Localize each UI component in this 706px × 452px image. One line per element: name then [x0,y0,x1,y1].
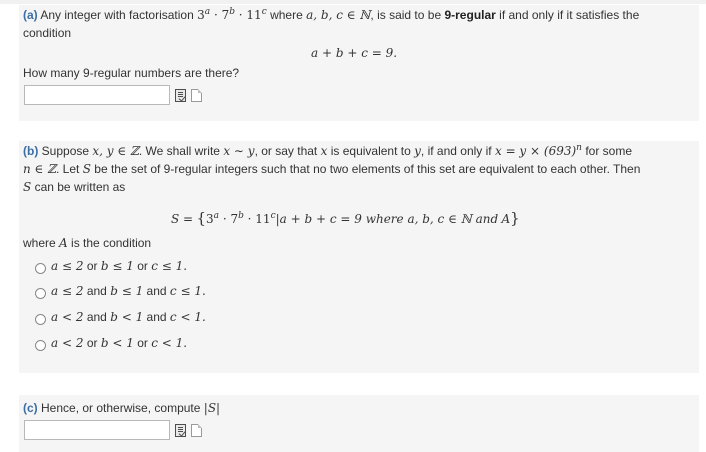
part-a-label: (a) [23,8,38,22]
part-c-answer-input[interactable] [24,420,170,440]
set-condition-A: A [501,212,511,226]
part-b-text: . Let [56,162,80,176]
part-b-text: Suppose [41,144,90,158]
part-a-line-1 [23,8,639,23]
equivalence-formula: $x = y \times (693)^n$ [494,143,582,158]
part-b-text: is equivalent to [330,144,411,158]
cardinality-S: |S| [203,401,221,415]
var-S: S [82,162,91,176]
condition-equation: a + b + c = 9. [311,46,398,60]
part-a-text: , is said to be [370,8,442,22]
part-a-panel [19,5,699,121]
option-radio[interactable] [35,263,46,274]
part-b-panel [19,141,699,373]
part-c-panel [19,395,699,452]
part-b-text: for some [585,144,632,158]
part-b-text: can be written as [34,180,126,194]
option-radio[interactable] [35,340,46,351]
n-condition: n ∈ ℤ [23,162,56,176]
part-b-line-1 [23,144,632,159]
check-answer-icon[interactable] [175,424,186,437]
equivalence-relation: x ∼ y [223,144,255,158]
page-icon[interactable] [191,424,202,437]
check-answer-icon[interactable] [175,89,186,102]
part-b-text: where [23,236,56,250]
option-radio[interactable] [35,288,46,299]
option-radio[interactable] [35,314,46,325]
option-label: a < 2 and b < 1 and c < 1. [51,310,206,324]
factorisation-formula: $3^a \cdot 7^b \cdot 11^c$ [197,7,267,22]
part-a-text: if and only if it satisfies the [499,8,640,22]
var-y: y [414,144,421,158]
var-A: A [59,236,68,250]
part-b-text: , if and only if [420,144,492,158]
part-c-text: Hence, or otherwise, compute [41,401,201,415]
part-b-text: , or say that [254,144,318,158]
var-S: S [23,180,32,194]
set-element-formula: $3^a \cdot 7^b \cdot 11^c$ [205,211,276,226]
set-condition: |a + b + c = 9 where a, b, c ∈ ℕ and [275,212,499,226]
page-icon[interactable] [191,89,202,102]
option-label: a ≤ 2 or b ≤ 1 or c ≤ 1. [51,259,188,273]
part-a-answer-input[interactable] [24,85,170,105]
part-a-text: Any integer with factorisation [40,8,194,22]
part-c-line [23,401,220,416]
part-b-text: is the condition [71,236,152,250]
part-b-text: . We shall write [138,144,220,158]
set-definition [171,207,520,230]
option-label: a ≤ 2 and b ≤ 1 and c ≤ 1. [51,284,206,298]
open-brace: { [196,209,206,227]
var-x: x [320,144,328,158]
term-9-regular: 9-regular [444,8,496,22]
integers-condition: x, y ∈ ℤ [92,144,139,158]
part-b-label: (b) [23,144,39,158]
part-b-text: be the set of 9-regular integers such that no two elements of this set are equivalent to each other. Then [94,162,641,176]
where-line [23,236,151,251]
part-a-question: How many 9-regular numbers are there? [23,66,240,80]
top-strip [0,0,706,4]
set-S-label: S = [171,212,194,226]
part-a-text: where [270,8,303,22]
part-b-line-2 [23,162,640,177]
part-b-line-3 [23,180,125,195]
close-brace: } [510,209,520,227]
option-label: a < 2 or b < 1 or c < 1. [51,336,188,350]
part-a-line-2: condition [23,26,72,40]
naturals-condition: a, b, c ∈ ℕ [306,8,371,22]
part-c-label: (c) [23,401,38,415]
